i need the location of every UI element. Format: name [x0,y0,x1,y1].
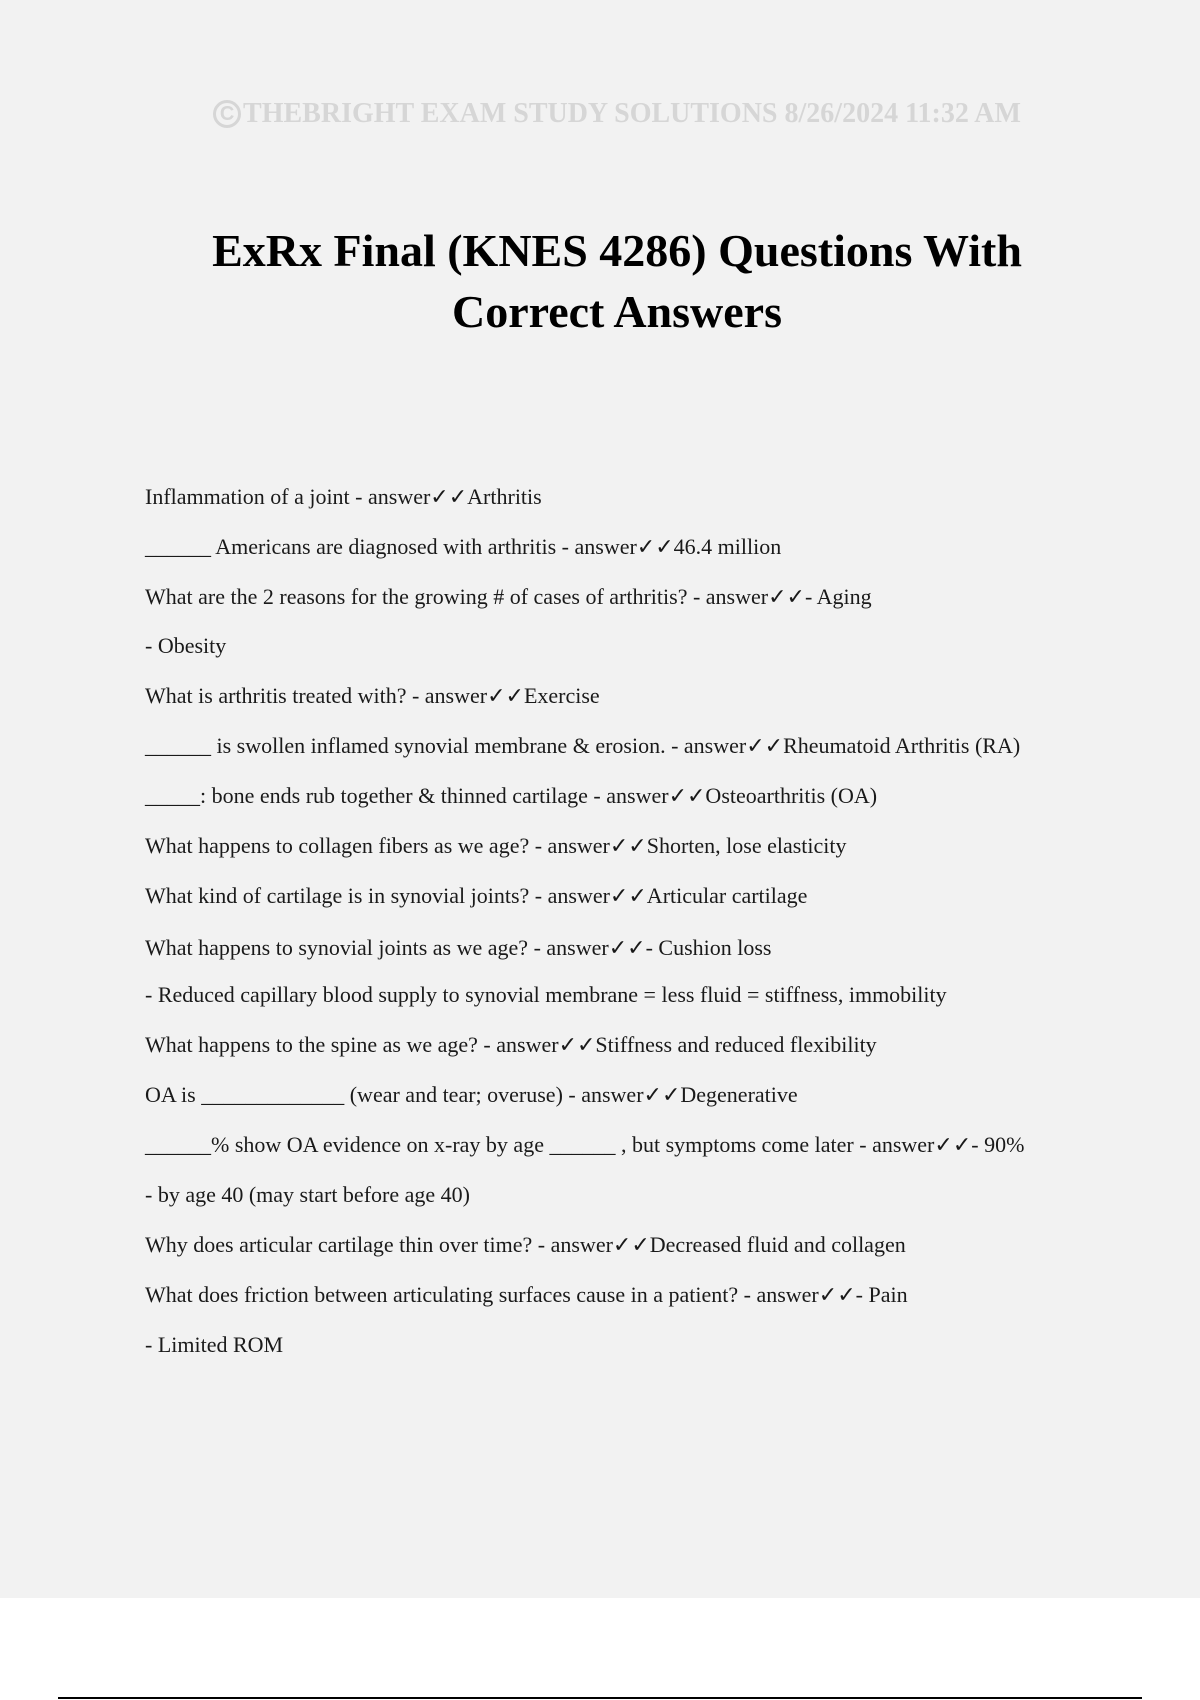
title-line-2: Correct Answers [452,286,782,337]
qa-line: - Reduced capillary blood supply to synovial membrane = less fluid = stiffness, immobility [145,982,947,1007]
copyright-icon: C [213,100,241,128]
watermark [0,98,1200,130]
qa-line: What happens to collagen fibers as we age? - answer✓✓Shorten, lose elasticity [145,833,847,858]
qa-line: What is arthritis treated with? - answer✓✓Exercise [145,683,600,708]
qa-line: _____: bone ends rub together & thinned cartilage - answer✓✓Osteoarthritis (OA) [145,783,878,808]
title-line-1: ExRx Final (KNES 4286) Questions With [212,225,1022,276]
qa-line: What happens to synovial joints as we age? - answer✓✓- Cushion loss [145,935,772,960]
qa-list [145,482,1065,1360]
qa-line: ______% show OA evidence on x-ray by age ______ , but symptoms come later - answer✓✓- 90% [145,1132,1025,1157]
qa-line: What happens to the spine as we age? - answer✓✓Stiffness and reduced flexibility [145,1032,877,1057]
qa-line: - by age 40 (may start before age 40) [145,1182,470,1207]
qa-line: - Obesity [145,633,227,658]
qa-line: Why does articular cartilage thin over time? - answer✓✓Decreased fluid and collagen [145,1232,906,1257]
watermark-text: THEBRIGHT EXAM STUDY SOLUTIONS 8/26/2024 11:32 AM [243,98,1021,129]
qa-line: OA is _____________ (wear and tear; overuse) - answer✓✓Degenerative [145,1082,798,1107]
qa-line: What kind of cartilage is in synovial joints? - answer✓✓Articular cartilage [145,883,808,908]
qa-line: - Limited ROM [145,1332,284,1357]
page-title [110,220,1124,342]
qa-line: What are the 2 reasons for the growing # of cases of arthritis? - answer✓✓- Aging [145,584,872,609]
qa-line: What does friction between articulating surfaces cause in a patient? - answer✓✓- Pain [145,1282,908,1307]
qa-line: ______ Americans are diagnosed with arthritis - answer✓✓46.4 million [145,534,782,559]
qa-line: Inflammation of a joint - answer✓✓Arthritis [145,484,542,509]
footer-divider [58,1697,1142,1699]
qa-line: ______ is swollen inflamed synovial membrane & erosion. - answer✓✓Rheumatoid Arthritis (RA) [145,733,1021,758]
